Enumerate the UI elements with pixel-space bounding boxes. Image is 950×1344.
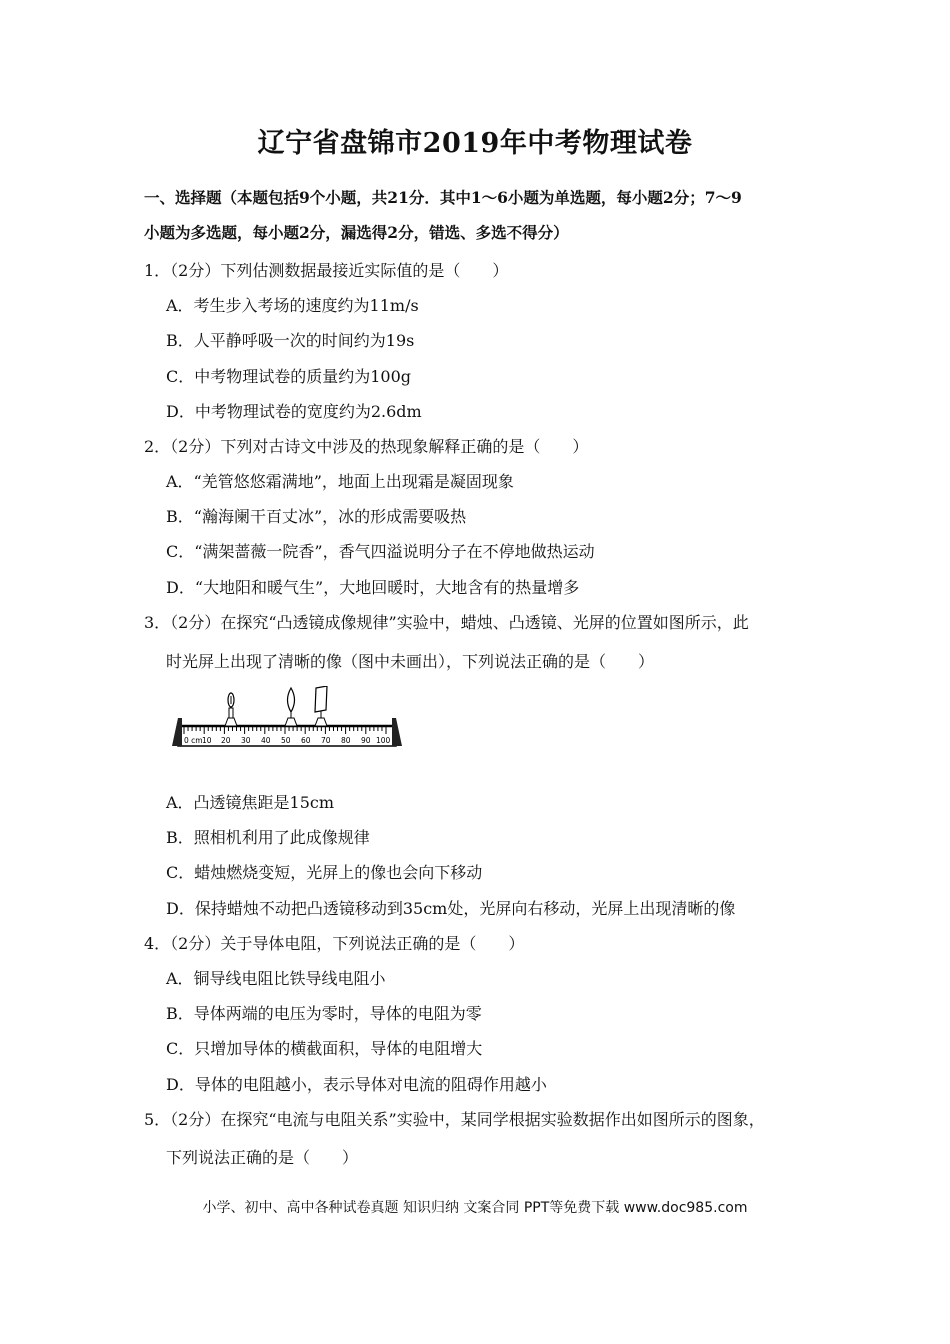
question-3-option-a: A．凸透镜焦距是15cm xyxy=(166,793,335,812)
ruler-label-50: 50 xyxy=(281,736,291,745)
optical-bench-figure xyxy=(170,686,402,750)
light-screen xyxy=(315,686,327,726)
question-2-stem: 2．（2分）下列对古诗文中涉及的热现象解释正确的是（ ） xyxy=(144,437,589,456)
question-4-stem: 4．（2分）关于导体电阻，下列说法正确的是（ ） xyxy=(144,934,525,953)
question-1-stem: 1．（2分）下列估测数据最接近实际值的是（ ） xyxy=(144,261,509,280)
ruler-label-90: 90 xyxy=(361,736,371,745)
ruler-label-10: 10 xyxy=(202,736,212,745)
question-4-option-d: D．导体的电阻越小，表示导体对电流的阻碍作用越小 xyxy=(166,1075,547,1094)
question-3-option-b: B．照相机利用了此成像规律 xyxy=(166,828,370,847)
question-3-stem: 3．（2分）在探究“凸透镜成像规律”实验中，蜡烛、凸透镜、光屏的位置如图所示，此 xyxy=(144,613,749,632)
page-footer: 小学、初中、高中各种试卷真题 知识归纳 文案合同 PPT等免费下载 www.doc985.com xyxy=(202,1200,748,1216)
question-2-option-a: A．“羌管悠悠霜满地”，地面上出现霜是凝固现象 xyxy=(166,472,514,491)
question-4-option-c: C．只增加导体的横截面积，导体的电阻增大 xyxy=(166,1039,483,1058)
ruler-label-60: 60 xyxy=(301,736,311,745)
question-3-option-c: C．蜡烛燃烧变短，光屏上的像也会向下移动 xyxy=(166,863,483,882)
candle xyxy=(225,693,237,726)
question-4-option-b: B．导体两端的电压为零时，导体的电阻为零 xyxy=(166,1004,482,1023)
question-2-option-b: B．“瀚海阑干百丈冰”，冰的形成需要吸热 xyxy=(166,507,467,526)
ruler-label-20: 20 xyxy=(221,736,231,745)
question-5-stem: 5．（2分）在探究“电流与电阻关系”实验中，某同学根据实验数据作出如图所示的图象， xyxy=(144,1110,765,1129)
section-heading-line-2: 小题为多选题，每小题2分，漏选得2分，错选、多选不得分） xyxy=(144,223,569,242)
ruler-label-0: 0 cm xyxy=(184,736,203,745)
ruler-label-30: 30 xyxy=(241,736,251,745)
question-3-stem-continued: 时光屏上出现了清晰的像（图中未画出），下列说法正确的是（ ） xyxy=(166,652,655,671)
question-3-option-d: D．保持蜡烛不动把凸透镜移动到35cm处，光屏向右移动，光屏上出现清晰的像 xyxy=(166,899,736,918)
ruler-label-80: 80 xyxy=(341,736,351,745)
question-2-option-d: D．“大地阳和暖气生”，大地回暖时，大地含有的热量增多 xyxy=(166,578,580,597)
question-4-option-a: A．铜导线电阻比铁导线电阻小 xyxy=(166,969,386,988)
ruler-label-100: 100 xyxy=(376,736,391,745)
question-1-option-d: D．中考物理试卷的宽度约为2.6dm xyxy=(166,402,422,421)
ruler-label-40: 40 xyxy=(261,736,271,745)
question-1-option-c: C．中考物理试卷的质量约为100g xyxy=(166,367,412,386)
question-5-stem-continued: 下列说法正确的是（ ） xyxy=(166,1148,359,1167)
section-heading-line-1: 一、选择题（本题包括9个小题，共21分．其中1～6小题为单选题，每小题2分；7～9 xyxy=(144,188,742,207)
bench-left-post xyxy=(172,718,182,746)
question-1-option-a: A．考生步入考场的速度约为11m/s xyxy=(166,296,419,315)
question-2-option-c: C．“满架蔷薇一院香”，香气四溢说明分子在不停地做热运动 xyxy=(166,542,595,561)
question-1-option-b: B．人平静呼吸一次的时间约为19s xyxy=(166,331,415,350)
bench-right-post xyxy=(392,718,402,746)
ruler-label-70: 70 xyxy=(321,736,331,745)
page-title: 辽宁省盘锦市2019年中考物理试卷 xyxy=(257,128,693,159)
convex-lens xyxy=(285,688,297,726)
